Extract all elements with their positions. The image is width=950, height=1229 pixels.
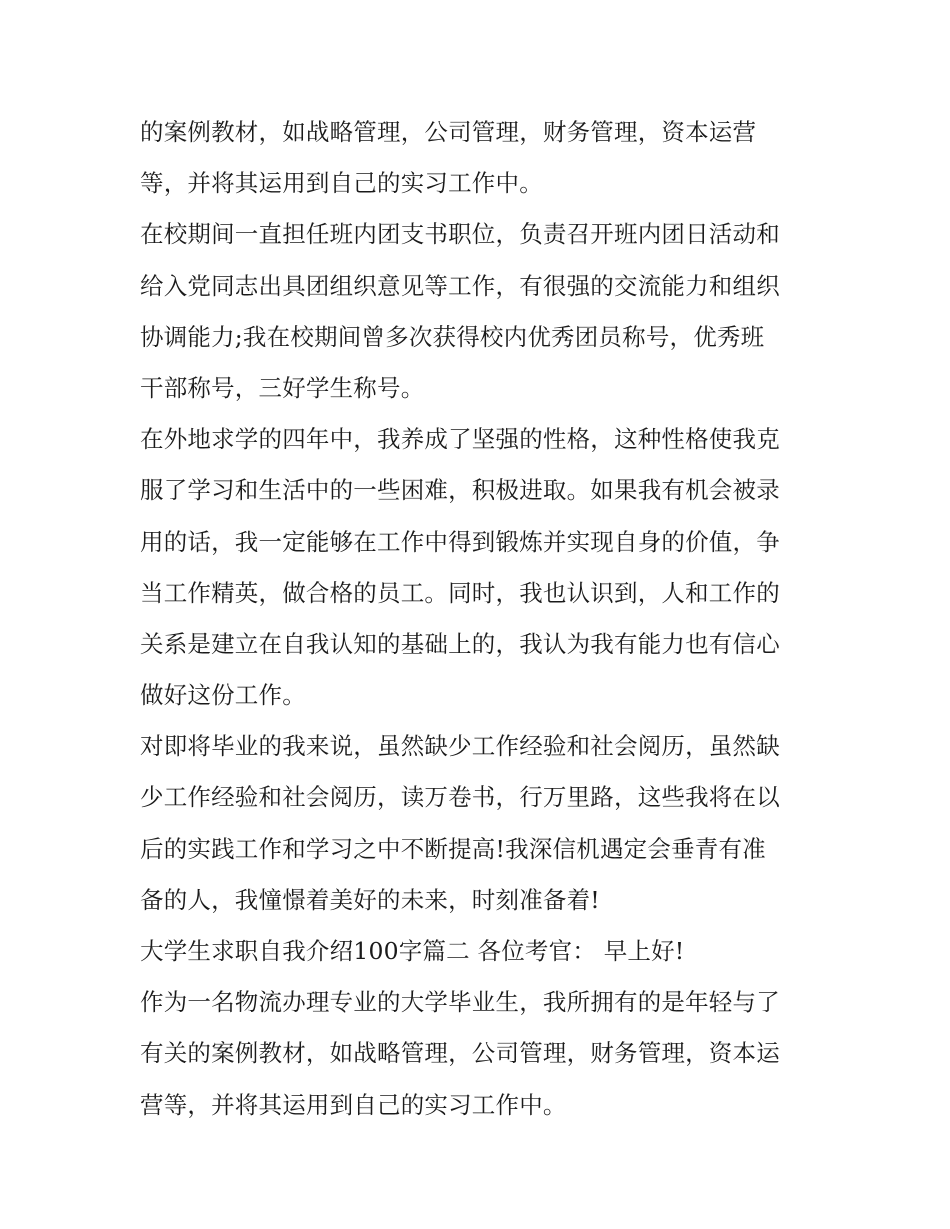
text-line: 协调能力;我在校期间曾多次获得校内优秀团员称号，优秀班	[140, 322, 765, 351]
text-line: 对即将毕业的我来说，虽然缺少工作经验和社会阅历，虽然缺	[140, 732, 780, 761]
text-line: 干部称号，三好学生称号。	[140, 373, 425, 402]
text-line: 的案例教材，如战略管理，公司管理，财务管理，资本运营	[140, 118, 757, 146]
text-line: 给入党同志出具团组织意见等工作，有很强的交流能力和组织	[140, 271, 780, 300]
text-line: 关系是建立在自我认知的基础上的，我认为我有能力也有信心	[140, 629, 780, 658]
text-line: 后的实践工作和学习之中不断提高!我深信机遇定会垂青有准	[140, 834, 766, 863]
text-line: 少工作经验和社会阅历，读万卷书，行万里路，这些我将在以	[140, 783, 780, 812]
text-line: 做好这份工作。	[140, 681, 306, 710]
text-line: 等，并将其运用到自己的实习工作中。	[140, 169, 543, 198]
document-body	[140, 107, 820, 1131]
text-line: 营等，并将其运用到自己的实习工作中。	[140, 1090, 567, 1119]
text-line: 作为一名物流办理专业的大学毕业生，我所拥有的是年轻与了	[140, 988, 780, 1017]
text-line: 在外地求学的四年中，我养成了坚强的性格，这种性格使我克	[140, 425, 780, 454]
text-line: 有关的案例教材，如战略管理，公司管理，财务管理，资本运	[140, 1039, 780, 1068]
section-heading: 大学生求职自我介绍100字篇二 各位考官： 早上好!	[140, 937, 685, 965]
text-line: 备的人，我憧憬着美好的未来，时刻准备着!	[140, 885, 600, 914]
text-line: 用的话，我一定能够在工作中得到锻炼并实现自身的价值，争	[140, 527, 780, 556]
text-line: 服了学习和生活中的一些困难，积极进取。如果我有机会被录	[140, 476, 780, 505]
text-line: 在校期间一直担任班内团支书职位，负责召开班内团日活动和	[140, 220, 780, 249]
text-line: 当工作精英，做合格的员工。同时，我也认识到，人和工作的	[140, 578, 780, 607]
